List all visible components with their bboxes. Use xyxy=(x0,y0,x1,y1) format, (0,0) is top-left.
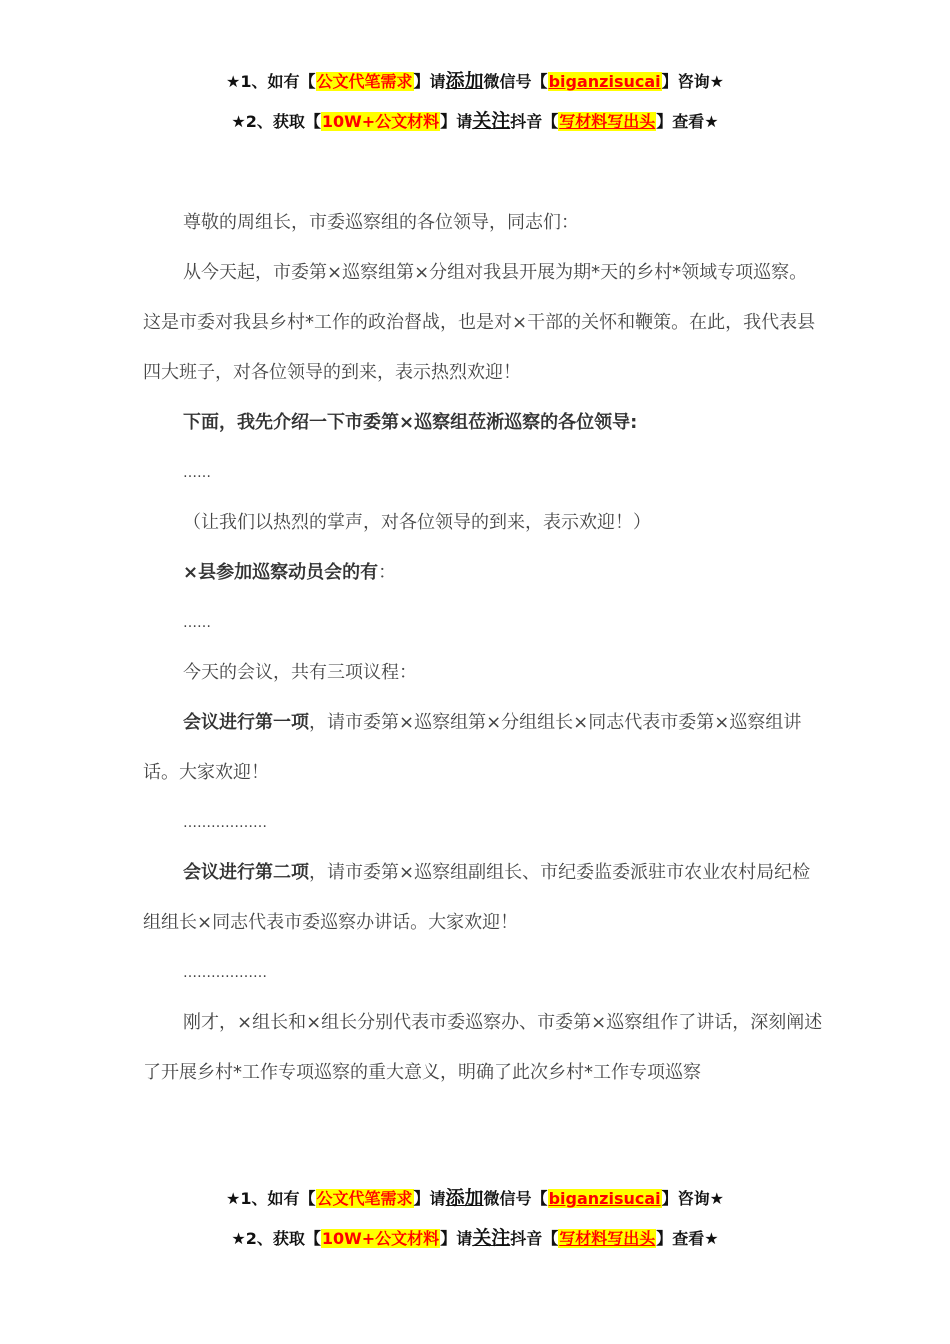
ellipsis: …… xyxy=(183,465,211,481)
banner-line-2 xyxy=(0,101,950,141)
banner-text: ★2、获取【 xyxy=(231,1229,321,1248)
ellipsis: …… xyxy=(183,615,211,631)
banner-line-1 xyxy=(0,61,950,101)
ellipsis: ……………… xyxy=(183,965,267,981)
text: ，请市委第×巡察组副组长、市纪委监委派驻市农业农村局纪检组组长×同志代表市委巡察办讲话。大家欢迎！ xyxy=(143,862,811,933)
banner-line-1 xyxy=(0,1178,950,1218)
banner-text: 】请 xyxy=(413,72,446,91)
banner-text: 】咨询★ xyxy=(661,1189,724,1208)
banner-text: ★1、如有【 xyxy=(226,72,316,91)
banner-text: 】咨询★ xyxy=(661,72,724,91)
paragraph-agenda-item-2 xyxy=(143,848,823,948)
emphasis-add: 添加 xyxy=(445,70,484,92)
emphasis-follow: 关注 xyxy=(472,1227,511,1249)
bold-text: 下面，我先介绍一下市委第×巡察组莅淅巡察的各位领导: xyxy=(183,412,638,433)
text: ： xyxy=(378,562,397,583)
paragraph-agenda-item-1 xyxy=(143,698,823,798)
text: ，请市委第×巡察组第×分组组长×同志代表市委第×巡察组讲话。大家欢迎！ xyxy=(143,712,802,783)
emphasis-follow: 关注 xyxy=(472,110,511,132)
banner-line-2 xyxy=(0,1218,950,1258)
banner-text: ★2、获取【 xyxy=(231,112,321,131)
banner-text: 微信号【 xyxy=(483,1189,548,1208)
top-banner xyxy=(0,61,950,141)
paragraph-summary: 刚才，×组长和×组长分别代表市委巡察办、市委第×巡察组作了讲话，深刻阐述了开展乡村*工作专项巡察的重大意义，明确了此次乡村*工作专项巡察 xyxy=(143,1012,823,1083)
paragraph-agenda: 今天的会议，共有三项议程： xyxy=(183,662,417,683)
banner-text: 】查看★ xyxy=(656,1229,719,1248)
highlight-wechat-id: biganzisucai xyxy=(548,72,661,91)
highlight-service: 公文代笔需求 xyxy=(316,1189,413,1208)
banner-text: 抖音【 xyxy=(510,1229,559,1248)
banner-text: 微信号【 xyxy=(483,72,548,91)
highlight-materials: 10W+公文材料 xyxy=(321,1229,440,1248)
highlight-douyin-id: 写材料写出头 xyxy=(559,1229,656,1248)
bottom-banner xyxy=(0,1178,950,1258)
ellipsis: ……………… xyxy=(183,815,267,831)
emphasis-add: 添加 xyxy=(445,1187,484,1209)
banner-text: 】请 xyxy=(440,112,473,131)
banner-text: 抖音【 xyxy=(510,112,559,131)
bold-text: 会议进行第一项 xyxy=(183,712,309,733)
highlight-service: 公文代笔需求 xyxy=(316,72,413,91)
paragraph-attendees xyxy=(143,548,823,598)
paragraph-introduction xyxy=(143,398,823,448)
bold-text: 会议进行第二项 xyxy=(183,862,309,883)
highlight-materials: 10W+公文材料 xyxy=(321,112,440,131)
banner-text: 】请 xyxy=(413,1189,446,1208)
highlight-douyin-id: 写材料写出头 xyxy=(559,112,656,131)
banner-text: ★1、如有【 xyxy=(226,1189,316,1208)
banner-text: 】查看★ xyxy=(656,112,719,131)
paragraph-welcome: 从今天起，市委第×巡察组第×分组对我县开展为期*天的乡村*领域专项巡察。这是市委对我县乡村*工作的政治督战，也是对×干部的关怀和鞭策。在此，我代表县四大班子，对各位领导的到来，表示热烈欢迎！ xyxy=(143,262,816,383)
bold-text: ×县参加巡察动员会的有 xyxy=(183,562,379,583)
banner-text: 】请 xyxy=(440,1229,473,1248)
document-body xyxy=(143,198,823,1098)
paragraph-applause: （让我们以热烈的掌声，对各位领导的到来，表示欢迎！） xyxy=(183,512,651,533)
salutation: 尊敬的周组长，市委巡察组的各位领导，同志们： xyxy=(183,212,579,233)
highlight-wechat-id: biganzisucai xyxy=(548,1189,661,1208)
